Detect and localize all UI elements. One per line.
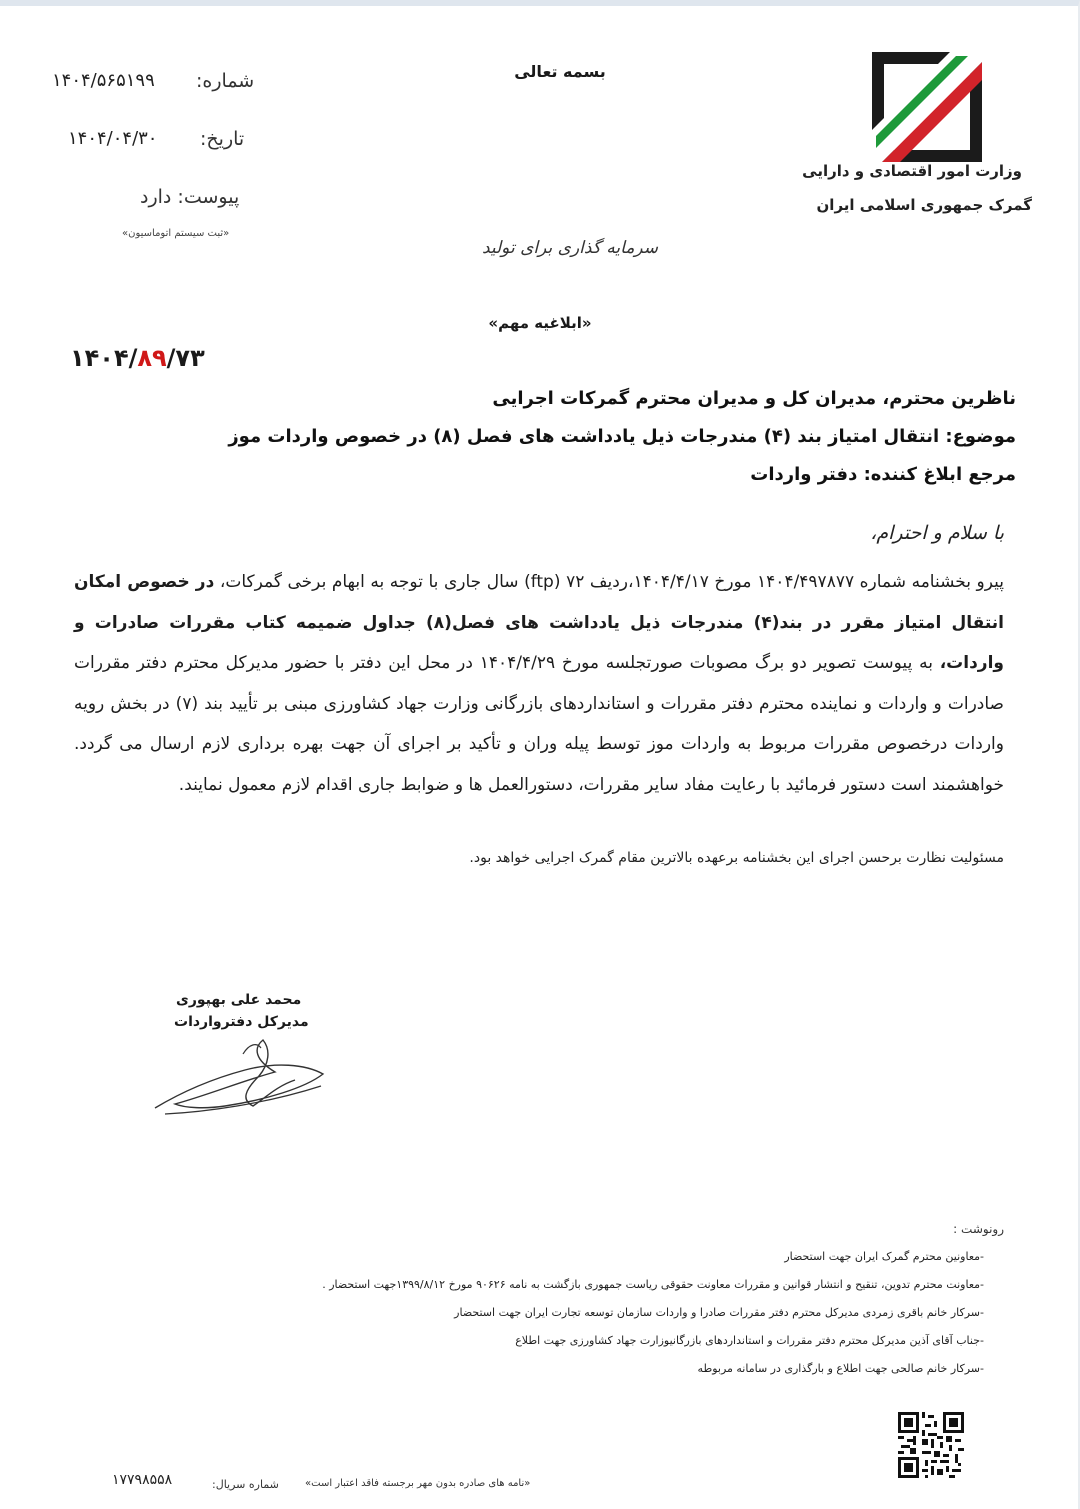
addressee: ناظرین محترم، مدیران کل و مدیران محترم گمرکات اجرایی (492, 388, 1016, 409)
subject: موضوع: انتقال امتیاز بند (۴) مندرجات ذیل یادداشت های فصل (۸) در خصوص واردات موز (228, 426, 1016, 447)
cc-item: -معاونین محترم گمرک ایران جهت استحضار (784, 1250, 984, 1263)
circular-number (70, 344, 205, 372)
greeting: با سلام و احترام، (870, 522, 1004, 544)
attachment-label: پیوست: دارد (140, 186, 240, 208)
circular-prefix: ۱۴۰۴/ (70, 344, 138, 372)
cc-item: -معاونت محترم تدوین، تنقیح و انتشار قوانین و مقررات معاونت حقوقی ریاست جمهوری بازگشت به نامه ۹۰۶۲۶ مورخ ۱۳۹۹/۸/۱۲جهت استحضار . (322, 1278, 984, 1291)
serial-label: شماره سریال: (212, 1478, 279, 1491)
signatory-name: محمد علی بهپوری (176, 992, 302, 1008)
circular-highlight: ۸۹ (137, 344, 167, 372)
number-label: شماره: (196, 70, 255, 92)
ministry-name: وزارت امور اقتصادی و دارایی (802, 162, 1022, 180)
body-part-1: پیرو بخشنامه شماره ۱۴۰۴/۴۹۷۸۷۷ مورخ ۱۴۰۴/۴/۱۷،ردیف ۷۲ (ftp) سال جاری با توجه به ابهام برخی گمرکات، (214, 572, 1004, 592)
customs-logo-icon (872, 52, 982, 162)
qr-code-icon (898, 1412, 964, 1478)
body-part-3: به پیوست تصویر دو برگ مصوبات صورتجلسه مورخ ۱۴۰۴/۴/۲۹ در محل این دفتر با حضور مدیرکل محترم دفتر مقررات صادرات و واردات و نماینده محترم دفتر مقررات و استانداردهای بازرگانی وزارت جهاد کشاورزی مبنی بر تأیید بند (۷) در بخش رویه واردات درخصوص مقررات مربوط به واردات موز توسط پیله وران و تأکید بر اجرای آن جهت بهره برداری لازم ارسال می گردد. خواهشمند است دستور فرمائید با رعایت مفاد سایر مقررات، دستورالعمل ها و ضوابط جاری اقدام لازم معمول نمایند. (74, 653, 1004, 795)
attachment-note: «ثبت سیستم اتوماسیون» (122, 228, 230, 239)
number-value: ۱۴۰۴/۵۶۵۱۹۹ (52, 70, 155, 91)
handwritten-signature (145, 1030, 335, 1120)
cc-item: -جناب آقای آذین مدیرکل محترم دفتر مقررات و استانداردهای بازرگانیوزارت جهاد کشاورزی جهت اطلاع (515, 1334, 984, 1347)
circular-suffix: /۷۳ (166, 344, 205, 372)
footer-note: «نامه های صادره بدون مهر برجسته فاقد اعتبار است» (305, 1478, 531, 1489)
serial-value: ۱۷۷۹۸۵۵۸ (112, 1472, 173, 1488)
notice-title: «ابلاغیه مهم» (488, 314, 592, 332)
customs-name: گمرک جمهوری اسلامی ایران (816, 196, 1032, 214)
cc-item: -سرکار خانم صالحی جهت اطلاع و بارگذاری در سامانه مربوطه (697, 1362, 984, 1375)
cc-item: -سرکار خانم باقری زمردی مدیرکل محترم دفتر مقررات صادرا و واردات سازمان توسعه تجارت ایران جهت استحضار (454, 1306, 984, 1319)
basmala: بسمه تعالی (514, 62, 606, 81)
body-part-2: در خصوص امکان انتقال امتیاز مقرر در بند(۴) مندرجات ذیل یادداشت های فصل(۸) جداول ضمیمه کتاب مقررات صادرات و واردات، (74, 572, 1004, 673)
body-paragraph (74, 562, 1004, 805)
closing-sentence: مسئولیت نظارت برحسن اجرای این بخشنامه برعهده بالاترین مقام گمرک اجرایی خواهد بود. (469, 850, 1004, 866)
date-label: تاریخ: (200, 128, 245, 150)
signatory-title: مدیرکل دفترواردات (174, 1014, 309, 1030)
cc-title: رونوشت : (953, 1222, 1004, 1236)
reference: مرجع ابلاغ کننده: دفتر واردات (750, 464, 1016, 485)
date-value: ۱۴۰۴/۰۴/۳۰ (68, 128, 158, 149)
slogan: سرمایه گذاری برای تولید (481, 238, 659, 258)
